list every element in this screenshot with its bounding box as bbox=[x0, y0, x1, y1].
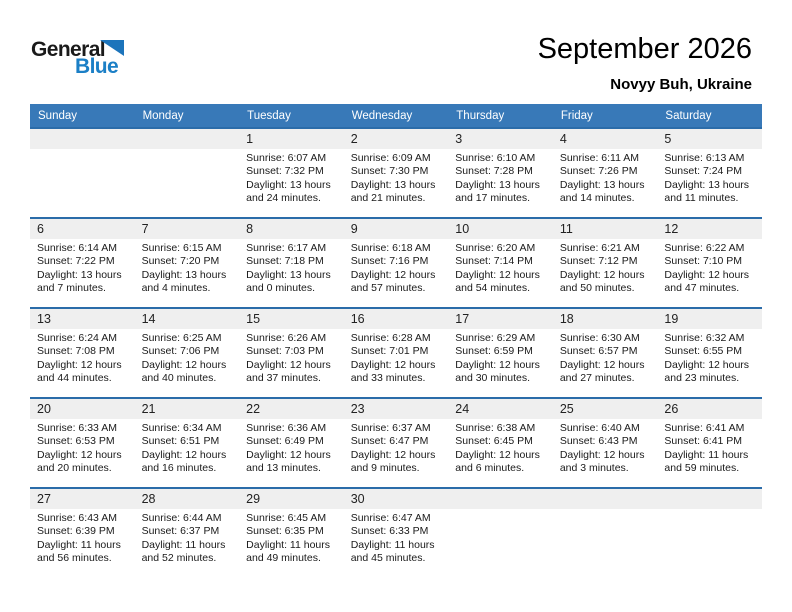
day-number-band bbox=[344, 489, 449, 509]
sunrise-text: Sunrise: 6:24 AM bbox=[37, 332, 117, 344]
day-number: 30 bbox=[350, 492, 365, 506]
day-cell bbox=[448, 129, 553, 217]
daylight-text: Daylight: 13 hours and 17 minutes. bbox=[455, 178, 540, 205]
sunrise-text: Sunrise: 6:17 AM bbox=[246, 242, 327, 254]
empty-day-cell bbox=[657, 489, 762, 577]
day-number-band bbox=[553, 129, 658, 149]
day-number-band bbox=[553, 309, 658, 329]
day-cell bbox=[344, 129, 449, 217]
sunset-text: Sunset: 6:35 PM bbox=[246, 525, 324, 538]
empty-day-cell bbox=[553, 489, 658, 577]
day-number-band bbox=[135, 309, 240, 329]
daylight-text: Daylight: 11 hours and 52 minutes. bbox=[141, 538, 226, 565]
day-details bbox=[657, 149, 762, 206]
day-number: 18 bbox=[559, 312, 574, 326]
day-details bbox=[30, 509, 135, 566]
sunrise-text: Sunrise: 6:47 AM bbox=[350, 512, 431, 524]
sunset-text: Sunset: 7:20 PM bbox=[141, 255, 220, 268]
day-number: 19 bbox=[664, 312, 679, 326]
week-row bbox=[30, 487, 762, 577]
daylight-text: Daylight: 12 hours and 30 minutes. bbox=[455, 358, 540, 385]
sunset-text: Sunset: 6:41 PM bbox=[664, 435, 743, 448]
daylight-text: Daylight: 11 hours and 45 minutes. bbox=[350, 538, 435, 565]
sunrise-text: Sunrise: 6:34 AM bbox=[141, 422, 222, 434]
day-number-band bbox=[344, 309, 449, 329]
sunrise-text: Sunrise: 6:13 AM bbox=[664, 152, 745, 164]
day-cell bbox=[657, 399, 762, 487]
sunrise-text: Sunrise: 6:25 AM bbox=[141, 332, 222, 344]
day-number-band bbox=[657, 399, 762, 419]
day-number: 25 bbox=[559, 402, 574, 416]
sunrise-text: Sunrise: 6:11 AM bbox=[559, 152, 640, 164]
day-cell bbox=[657, 219, 762, 307]
sunrise-text: Sunrise: 6:10 AM bbox=[455, 152, 536, 164]
daylight-text: Daylight: 12 hours and 20 minutes. bbox=[37, 448, 122, 475]
day-number: 7 bbox=[141, 222, 149, 236]
day-details bbox=[657, 239, 762, 296]
day-number-band bbox=[448, 129, 553, 149]
sunset-text: Sunset: 7:26 PM bbox=[559, 165, 638, 178]
sunset-text: Sunset: 7:14 PM bbox=[455, 255, 533, 268]
sunrise-text: Sunrise: 6:14 AM bbox=[37, 242, 117, 254]
day-details bbox=[448, 239, 553, 296]
daylight-text: Daylight: 12 hours and 23 minutes. bbox=[664, 358, 750, 385]
daylight-text: Daylight: 12 hours and 3 minutes. bbox=[559, 448, 645, 475]
weekday-thursday: Thursday bbox=[456, 109, 505, 122]
day-cell bbox=[135, 309, 240, 397]
day-details bbox=[657, 329, 762, 386]
day-number-band bbox=[448, 399, 553, 419]
sunrise-text: Sunrise: 6:33 AM bbox=[37, 422, 117, 434]
sunrise-text: Sunrise: 6:29 AM bbox=[455, 332, 536, 344]
day-number: 4 bbox=[559, 132, 567, 146]
day-details bbox=[135, 239, 240, 296]
day-number-band bbox=[657, 309, 762, 329]
sunrise-text: Sunrise: 6:44 AM bbox=[141, 512, 222, 524]
weekday-saturday: Saturday bbox=[665, 109, 712, 122]
sunset-text: Sunset: 7:24 PM bbox=[664, 165, 743, 178]
day-number: 3 bbox=[455, 132, 463, 146]
day-number-band bbox=[448, 489, 553, 509]
day-details bbox=[344, 509, 449, 566]
daylight-text: Daylight: 11 hours and 56 minutes. bbox=[37, 538, 121, 565]
day-number: 26 bbox=[664, 402, 679, 416]
day-number-band bbox=[553, 489, 658, 509]
sunset-text: Sunset: 6:49 PM bbox=[246, 435, 324, 448]
daylight-text: Daylight: 12 hours and 9 minutes. bbox=[350, 448, 436, 475]
daylight-text: Daylight: 11 hours and 59 minutes. bbox=[664, 448, 749, 475]
day-details bbox=[448, 419, 553, 476]
day-number: 20 bbox=[37, 402, 51, 416]
sunset-text: Sunset: 7:06 PM bbox=[141, 345, 220, 358]
day-cell bbox=[553, 129, 658, 217]
empty-day-cell bbox=[135, 129, 240, 217]
week-row bbox=[30, 397, 762, 487]
sunset-text: Sunset: 6:39 PM bbox=[37, 525, 115, 538]
day-cell bbox=[30, 489, 135, 577]
day-number-band bbox=[239, 399, 344, 419]
day-number-band bbox=[239, 489, 344, 509]
sunrise-text: Sunrise: 6:36 AM bbox=[246, 422, 327, 434]
day-cell bbox=[239, 399, 344, 487]
daylight-text: Daylight: 13 hours and 7 minutes. bbox=[37, 268, 122, 295]
location-subtitle: Novyy Buh, Ukraine bbox=[610, 76, 752, 93]
weekday-sunday: Sunday bbox=[38, 109, 78, 122]
day-number: 6 bbox=[37, 222, 44, 236]
day-number: 16 bbox=[350, 312, 365, 326]
daylight-text: Daylight: 12 hours and 16 minutes. bbox=[141, 448, 227, 475]
day-number: 1 bbox=[246, 132, 254, 146]
week-row bbox=[30, 217, 762, 307]
day-number-band bbox=[30, 399, 135, 419]
sunset-text: Sunset: 6:57 PM bbox=[559, 345, 638, 358]
day-number: 21 bbox=[141, 402, 156, 416]
day-cell bbox=[344, 489, 449, 577]
day-details bbox=[553, 149, 658, 206]
day-number: 12 bbox=[664, 222, 679, 236]
calendar bbox=[30, 104, 762, 577]
sunset-text: Sunset: 7:32 PM bbox=[246, 165, 324, 178]
sunrise-text: Sunrise: 6:20 AM bbox=[455, 242, 536, 254]
daylight-text: Daylight: 12 hours and 33 minutes. bbox=[350, 358, 436, 385]
weekday-tuesday: Tuesday bbox=[247, 109, 291, 122]
sunrise-text: Sunrise: 6:41 AM bbox=[664, 422, 745, 434]
day-cell bbox=[135, 219, 240, 307]
sunset-text: Sunset: 7:12 PM bbox=[559, 255, 638, 268]
daylight-text: Daylight: 13 hours and 21 minutes. bbox=[350, 178, 436, 205]
sunrise-text: Sunrise: 6:45 AM bbox=[246, 512, 327, 524]
logo-text-blue: Blue bbox=[75, 55, 119, 78]
day-number: 8 bbox=[246, 222, 254, 236]
sunrise-text: Sunrise: 6:43 AM bbox=[37, 512, 117, 524]
daylight-text: Daylight: 12 hours and 44 minutes. bbox=[37, 358, 122, 385]
daylight-text: Daylight: 13 hours and 11 minutes. bbox=[664, 178, 750, 205]
day-cell bbox=[657, 129, 762, 217]
weekday-header-row bbox=[30, 104, 762, 127]
page-title: September 2026 bbox=[537, 33, 752, 65]
day-number-band bbox=[239, 129, 344, 149]
day-cell bbox=[448, 309, 553, 397]
day-number: 5 bbox=[664, 132, 672, 146]
sunset-text: Sunset: 7:30 PM bbox=[350, 165, 429, 178]
day-cell bbox=[30, 219, 135, 307]
day-details bbox=[344, 149, 449, 206]
day-details bbox=[344, 419, 449, 476]
day-number-band bbox=[553, 219, 658, 239]
day-number-band bbox=[344, 399, 449, 419]
sunrise-text: Sunrise: 6:32 AM bbox=[664, 332, 745, 344]
sunrise-text: Sunrise: 6:26 AM bbox=[246, 332, 327, 344]
day-number-band bbox=[448, 309, 553, 329]
daylight-text: Daylight: 11 hours and 49 minutes. bbox=[246, 538, 330, 565]
sunset-text: Sunset: 7:03 PM bbox=[246, 345, 324, 358]
day-number: 11 bbox=[559, 222, 573, 236]
day-number: 14 bbox=[141, 312, 156, 326]
day-number: 28 bbox=[141, 492, 156, 506]
sunset-text: Sunset: 7:22 PM bbox=[37, 255, 115, 268]
day-number-band bbox=[30, 309, 135, 329]
day-cell bbox=[553, 309, 658, 397]
daylight-text: Daylight: 13 hours and 4 minutes. bbox=[141, 268, 227, 295]
week-row bbox=[30, 307, 762, 397]
sunrise-text: Sunrise: 6:22 AM bbox=[664, 242, 745, 254]
daylight-text: Daylight: 12 hours and 27 minutes. bbox=[559, 358, 645, 385]
day-cell bbox=[239, 309, 344, 397]
weekday-wednesday: Wednesday bbox=[351, 109, 413, 122]
day-details bbox=[448, 329, 553, 386]
daylight-text: Daylight: 13 hours and 14 minutes. bbox=[559, 178, 645, 205]
daylight-text: Daylight: 13 hours and 0 minutes. bbox=[246, 268, 331, 295]
day-number-band bbox=[448, 219, 553, 239]
day-details bbox=[553, 329, 658, 386]
day-details bbox=[553, 419, 658, 476]
daylight-text: Daylight: 12 hours and 47 minutes. bbox=[664, 268, 750, 295]
day-details bbox=[553, 239, 658, 296]
day-cell bbox=[30, 309, 135, 397]
sunset-text: Sunset: 6:33 PM bbox=[350, 525, 429, 538]
weekday-friday: Friday bbox=[560, 109, 593, 122]
day-number-band bbox=[30, 489, 135, 509]
day-number: 24 bbox=[455, 402, 470, 416]
day-details bbox=[239, 509, 344, 566]
sunrise-text: Sunrise: 6:15 AM bbox=[141, 242, 222, 254]
day-number: 23 bbox=[350, 402, 365, 416]
day-number-band bbox=[135, 399, 240, 419]
day-cell bbox=[239, 489, 344, 577]
day-details bbox=[135, 329, 240, 386]
day-number-band bbox=[344, 219, 449, 239]
day-details bbox=[344, 329, 449, 386]
day-details bbox=[657, 419, 762, 476]
sunset-text: Sunset: 7:28 PM bbox=[455, 165, 533, 178]
sunset-text: Sunset: 6:43 PM bbox=[559, 435, 638, 448]
daylight-text: Daylight: 12 hours and 40 minutes. bbox=[141, 358, 227, 385]
day-number: 29 bbox=[246, 492, 261, 506]
day-number-band bbox=[239, 309, 344, 329]
daylight-text: Daylight: 12 hours and 37 minutes. bbox=[246, 358, 331, 385]
day-number-band bbox=[135, 219, 240, 239]
day-number: 15 bbox=[246, 312, 261, 326]
weekday-monday: Monday bbox=[142, 109, 184, 122]
day-number: 27 bbox=[37, 492, 51, 506]
day-number-band bbox=[344, 129, 449, 149]
day-number-band bbox=[135, 489, 240, 509]
week-row bbox=[30, 127, 762, 217]
sunset-text: Sunset: 6:37 PM bbox=[141, 525, 220, 538]
day-number: 13 bbox=[37, 312, 51, 326]
empty-day-cell bbox=[30, 129, 135, 217]
day-number-band bbox=[553, 399, 658, 419]
sunset-text: Sunset: 7:16 PM bbox=[350, 255, 429, 268]
day-number-band bbox=[30, 219, 135, 239]
sunset-text: Sunset: 6:53 PM bbox=[37, 435, 115, 448]
day-cell bbox=[344, 309, 449, 397]
sunrise-text: Sunrise: 6:18 AM bbox=[350, 242, 431, 254]
day-number: 9 bbox=[350, 222, 358, 236]
daylight-text: Daylight: 12 hours and 6 minutes. bbox=[455, 448, 540, 475]
day-details bbox=[30, 419, 135, 476]
day-number: 2 bbox=[350, 132, 358, 146]
day-number-band bbox=[657, 219, 762, 239]
day-cell bbox=[553, 399, 658, 487]
sunrise-text: Sunrise: 6:21 AM bbox=[559, 242, 640, 254]
day-cell bbox=[135, 399, 240, 487]
sunset-text: Sunset: 7:01 PM bbox=[350, 345, 429, 358]
day-cell bbox=[448, 219, 553, 307]
sunrise-text: Sunrise: 6:30 AM bbox=[559, 332, 640, 344]
sunset-text: Sunset: 7:10 PM bbox=[664, 255, 743, 268]
day-cell bbox=[344, 399, 449, 487]
sunset-text: Sunset: 6:45 PM bbox=[455, 435, 533, 448]
day-details bbox=[239, 419, 344, 476]
day-details bbox=[239, 149, 344, 206]
daylight-text: Daylight: 12 hours and 57 minutes. bbox=[350, 268, 436, 295]
sunset-text: Sunset: 6:55 PM bbox=[664, 345, 743, 358]
day-number-band bbox=[657, 129, 762, 149]
day-cell bbox=[135, 489, 240, 577]
day-cell bbox=[448, 399, 553, 487]
day-cell bbox=[344, 219, 449, 307]
empty-day-cell bbox=[448, 489, 553, 577]
day-details bbox=[135, 509, 240, 566]
day-details bbox=[30, 239, 135, 296]
day-number-band bbox=[657, 489, 762, 509]
logo-text-general: General bbox=[31, 38, 106, 61]
day-cell bbox=[657, 309, 762, 397]
sunset-text: Sunset: 6:47 PM bbox=[350, 435, 429, 448]
day-number-band bbox=[30, 129, 135, 149]
sunrise-text: Sunrise: 6:37 AM bbox=[350, 422, 431, 434]
sunset-text: Sunset: 6:59 PM bbox=[455, 345, 533, 358]
day-cell bbox=[239, 129, 344, 217]
daylight-text: Daylight: 12 hours and 50 minutes. bbox=[559, 268, 645, 295]
day-details bbox=[30, 329, 135, 386]
day-number: 22 bbox=[246, 402, 261, 416]
daylight-text: Daylight: 13 hours and 24 minutes. bbox=[246, 178, 331, 205]
day-number-band bbox=[135, 129, 240, 149]
general-blue-logo bbox=[31, 39, 124, 77]
day-details bbox=[448, 149, 553, 206]
day-cell bbox=[30, 399, 135, 487]
calendar-grid bbox=[30, 127, 762, 577]
sunset-text: Sunset: 7:18 PM bbox=[246, 255, 324, 268]
sunrise-text: Sunrise: 6:38 AM bbox=[455, 422, 536, 434]
day-number-band bbox=[239, 219, 344, 239]
sunset-text: Sunset: 7:08 PM bbox=[37, 345, 115, 358]
day-number: 17 bbox=[455, 312, 470, 326]
day-cell bbox=[239, 219, 344, 307]
day-details bbox=[239, 239, 344, 296]
day-cell bbox=[553, 219, 658, 307]
daylight-text: Daylight: 12 hours and 54 minutes. bbox=[455, 268, 540, 295]
daylight-text: Daylight: 12 hours and 13 minutes. bbox=[246, 448, 331, 475]
sunrise-text: Sunrise: 6:09 AM bbox=[350, 152, 431, 164]
sunrise-text: Sunrise: 6:28 AM bbox=[350, 332, 431, 344]
sunrise-text: Sunrise: 6:40 AM bbox=[559, 422, 640, 434]
sunrise-text: Sunrise: 6:07 AM bbox=[246, 152, 327, 164]
day-number: 10 bbox=[455, 222, 470, 236]
day-details bbox=[344, 239, 449, 296]
day-details bbox=[135, 419, 240, 476]
day-details bbox=[239, 329, 344, 386]
sunset-text: Sunset: 6:51 PM bbox=[141, 435, 220, 448]
